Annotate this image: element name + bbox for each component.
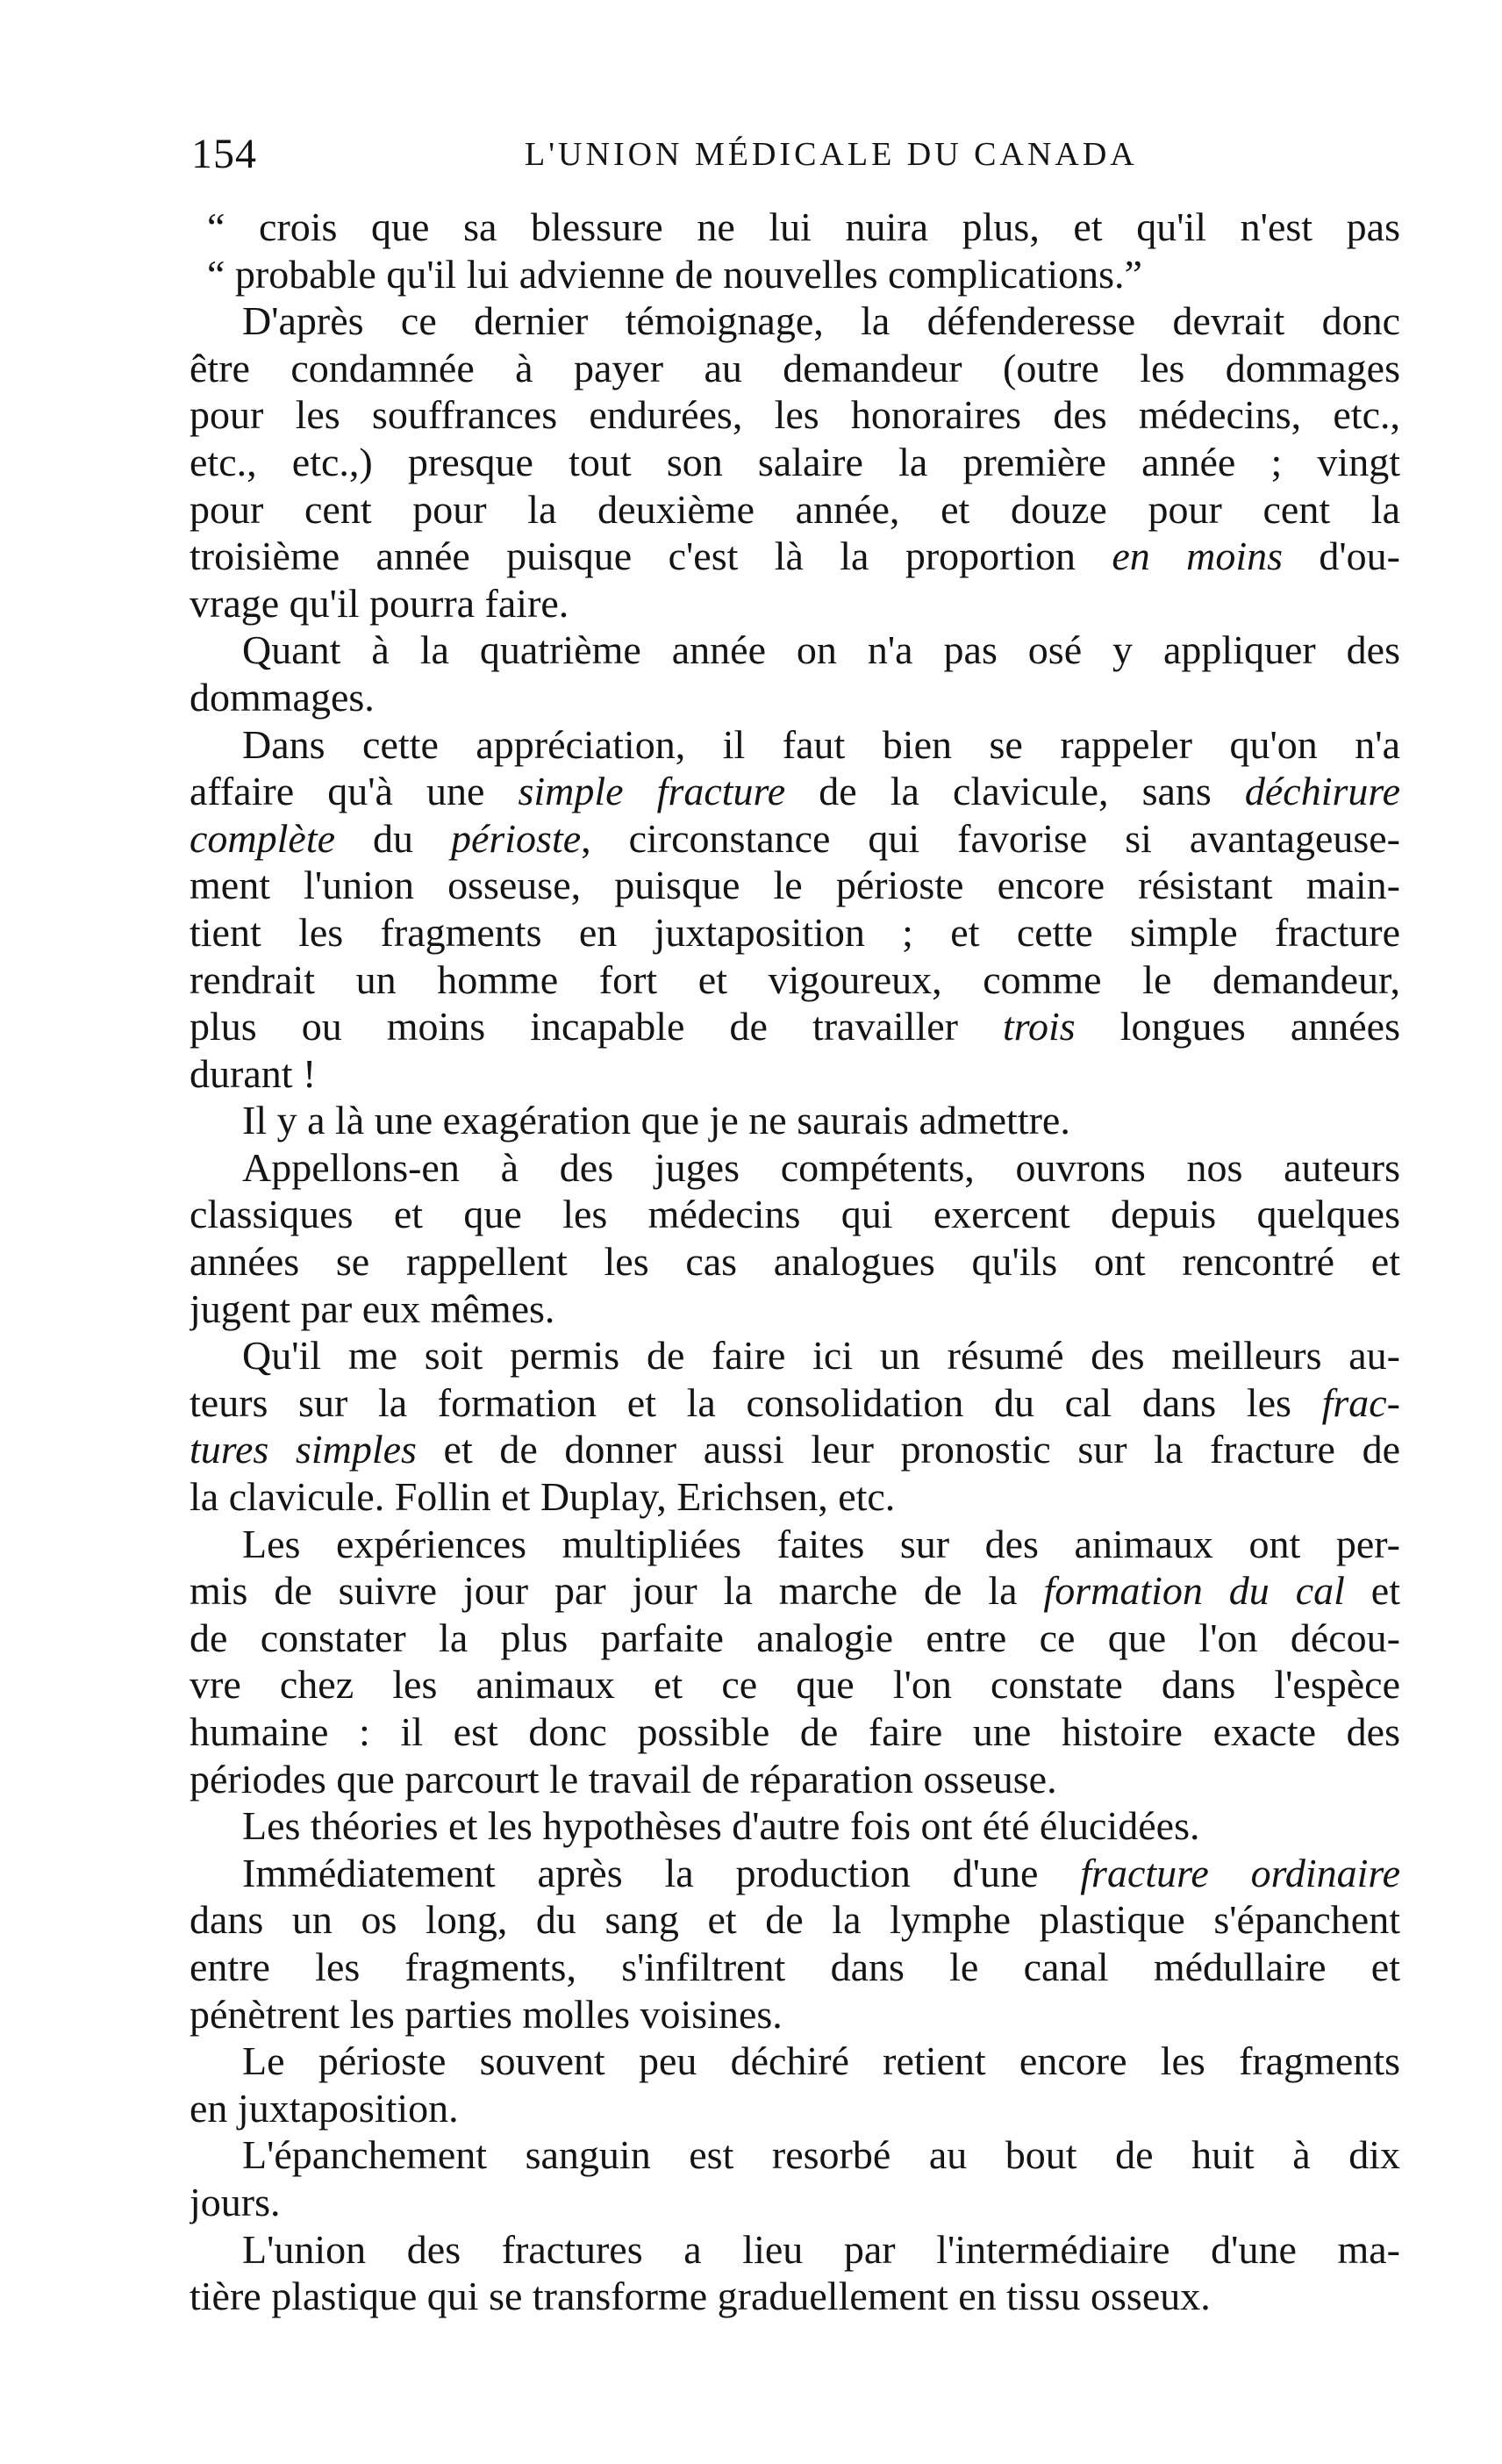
text-line bbox=[190, 1473, 1400, 1521]
text-segment: Immédiatement après la production d'une bbox=[242, 1850, 1081, 1895]
text-line bbox=[190, 721, 1400, 769]
text-line bbox=[190, 909, 1400, 956]
text-segment: années se rappellent les cas analogues qu'ils ont rencontré et bbox=[190, 1239, 1400, 1285]
text-segment: vrage qu'il pourra faire. bbox=[190, 580, 569, 626]
text-line bbox=[190, 1567, 1400, 1615]
italic-text: frac- bbox=[1321, 1379, 1400, 1425]
text-line bbox=[190, 627, 1400, 674]
text-segment: Dans cette appréciation, il faut bien se rappeler qu'on n'a bbox=[242, 721, 1400, 767]
text-line bbox=[190, 1097, 1400, 1144]
text-line bbox=[190, 1896, 1400, 1944]
text-segment: la clavicule. Follin et Duplay, Erichsen, etc. bbox=[190, 1474, 896, 1520]
text-line bbox=[190, 956, 1400, 1004]
text-line bbox=[190, 1003, 1400, 1050]
italic-text: complète bbox=[190, 815, 336, 861]
text-line bbox=[190, 2226, 1400, 2274]
text-segment: entre les fragments, s'infiltrent dans le canal médullaire et bbox=[190, 1944, 1400, 1989]
text-segment: dommages. bbox=[190, 674, 375, 720]
text-segment: et de donner aussi leur pronostic sur la fracture de bbox=[416, 1427, 1400, 1472]
text-line bbox=[190, 1426, 1400, 1473]
text-line bbox=[190, 2085, 1400, 2132]
text-segment: jugent par eux mêmes. bbox=[190, 1286, 555, 1331]
text-line bbox=[190, 1944, 1400, 1991]
text-line bbox=[190, 2131, 1400, 2179]
text-segment: durant ! bbox=[190, 1050, 317, 1096]
text-line bbox=[190, 815, 1400, 863]
text-line bbox=[190, 1615, 1400, 1662]
text-line bbox=[190, 674, 1400, 721]
italic-text: trois bbox=[1003, 1004, 1076, 1049]
text-line bbox=[190, 1708, 1400, 1756]
text-segment: ment l'union osseuse, puisque le périoste encore résistant main- bbox=[190, 863, 1400, 908]
text-segment: Qu'il me soit permis de faire ici un résumé des meilleurs au- bbox=[242, 1333, 1400, 1379]
text-segment: périodes que parcourt le travail de réparation osseuse. bbox=[190, 1756, 1057, 1801]
text-segment: Quant à la quatrième année on n'a pas osé y appliquer des bbox=[242, 627, 1400, 673]
running-head: L'UNION MÉDICALE DU CANADA bbox=[525, 136, 1138, 173]
body-text bbox=[190, 204, 1400, 2320]
italic-text: périoste bbox=[450, 815, 582, 861]
text-segment: pour cent pour la deuxième année, et douze pour cent la bbox=[190, 486, 1400, 532]
text-line bbox=[190, 1991, 1400, 2038]
text-line bbox=[190, 1191, 1400, 1238]
text-segment: mis de suivre jour par jour la marche de la bbox=[190, 1568, 1044, 1614]
italic-text: tures simples bbox=[190, 1427, 417, 1472]
text-segment: classiques et que les médecins qui exercent depuis quelques bbox=[190, 1192, 1400, 1237]
text-line bbox=[190, 533, 1400, 580]
text-segment: tière plastique qui se transforme graduellement en tissu osseux. bbox=[190, 2274, 1211, 2319]
text-segment: longues années bbox=[1075, 1004, 1400, 1049]
text-segment: et bbox=[1344, 1568, 1400, 1614]
text-line bbox=[190, 2179, 1400, 2226]
text-line bbox=[190, 1661, 1400, 1708]
text-segment: dans un os long, du sang et de la lymphe plastique s'épanchent bbox=[190, 1897, 1400, 1943]
text-segment: teurs sur la formation et la consolidation du cal dans les bbox=[190, 1379, 1322, 1425]
text-segment: “ probable qu'il lui advienne de nouvelles complications.” bbox=[207, 251, 1142, 297]
text-line bbox=[190, 251, 1400, 298]
text-segment: du bbox=[335, 815, 451, 861]
text-line bbox=[190, 1850, 1400, 1897]
text-segment: Les théories et les hypothèses d'autre fois ont été élucidées. bbox=[242, 1803, 1200, 1849]
text-segment: L'union des fractures a lieu par l'intermédiaire d'une ma- bbox=[242, 2226, 1400, 2272]
italic-text: en moins bbox=[1112, 534, 1284, 579]
text-segment: “ crois que sa blessure ne lui nuira plus, et qu'il n'est pas bbox=[207, 204, 1400, 249]
text-line bbox=[190, 1286, 1400, 1333]
text-segment: troisième année puisque c'est là la proportion bbox=[190, 534, 1112, 579]
text-line bbox=[190, 297, 1400, 345]
text-line bbox=[190, 439, 1400, 486]
text-line bbox=[190, 486, 1400, 534]
text-line bbox=[190, 580, 1400, 627]
text-segment: d'ou- bbox=[1283, 534, 1400, 579]
text-segment: vre chez les animaux et ce que l'on constate dans l'espèce bbox=[190, 1662, 1400, 1708]
text-line bbox=[190, 768, 1400, 815]
text-line bbox=[190, 345, 1400, 392]
page-number: 154 bbox=[191, 131, 257, 177]
text-segment: etc., etc.,) presque tout son salaire la première année ; vingt bbox=[190, 439, 1400, 484]
text-segment: Le périoste souvent peu déchiré retient encore les fragments bbox=[242, 2038, 1400, 2084]
text-segment: pénètrent les parties molles voisines. bbox=[190, 1991, 783, 2037]
text-segment: Appellons-en à des juges compétents, ouvrons nos auteurs bbox=[242, 1144, 1400, 1190]
text-segment: jours. bbox=[190, 2179, 281, 2224]
text-segment: être condamnée à payer au demandeur (outre les dommages bbox=[190, 345, 1400, 390]
text-line bbox=[190, 204, 1400, 251]
text-line bbox=[190, 1521, 1400, 1568]
text-segment: , circonstance qui favorise si avantageuse- bbox=[581, 815, 1400, 861]
text-line bbox=[190, 1144, 1400, 1192]
text-line bbox=[190, 391, 1400, 439]
text-segment: humaine : il est donc possible de faire une histoire exacte des bbox=[190, 1709, 1400, 1754]
text-line bbox=[190, 1802, 1400, 1850]
text-segment: Les expériences multipliées faites sur des animaux ont per- bbox=[242, 1521, 1400, 1566]
text-segment: rendrait un homme fort et vigoureux, comme le demandeur, bbox=[190, 956, 1400, 1002]
text-line bbox=[190, 862, 1400, 909]
text-line bbox=[190, 1238, 1400, 1286]
text-line bbox=[190, 1050, 1400, 1098]
text-segment: D'après ce dernier témoignage, la défenderesse devrait donc bbox=[242, 298, 1400, 344]
text-segment: L'épanchement sanguin est resorbé au bout de huit à dix bbox=[242, 2132, 1400, 2178]
text-line bbox=[190, 1756, 1400, 1803]
page-header bbox=[191, 130, 1402, 183]
text-segment: affaire qu'à une bbox=[190, 769, 519, 814]
text-line bbox=[190, 2038, 1400, 2085]
text-line bbox=[190, 1332, 1400, 1379]
text-segment: tient les fragments en juxtaposition ; et cette simple fracture bbox=[190, 909, 1400, 955]
text-segment: de constater la plus parfaite analogie entre ce que l'on décou- bbox=[190, 1615, 1400, 1660]
italic-text: simple fracture bbox=[518, 769, 786, 814]
text-segment: Il y a là une exagération que je ne saurais admettre. bbox=[242, 1098, 1070, 1143]
text-line bbox=[190, 2273, 1400, 2320]
text-segment: en juxtaposition. bbox=[190, 2085, 459, 2131]
text-segment: de la clavicule, sans bbox=[785, 769, 1245, 814]
italic-text: déchirure bbox=[1244, 769, 1400, 814]
italic-text: fracture ordinaire bbox=[1080, 1850, 1400, 1895]
text-segment: pour les souffrances endurées, les honoraires des médecins, etc., bbox=[190, 392, 1400, 438]
italic-text: formation du cal bbox=[1043, 1568, 1345, 1614]
text-segment: plus ou moins incapable de travailler bbox=[190, 1004, 1003, 1049]
text-line bbox=[190, 1379, 1400, 1427]
